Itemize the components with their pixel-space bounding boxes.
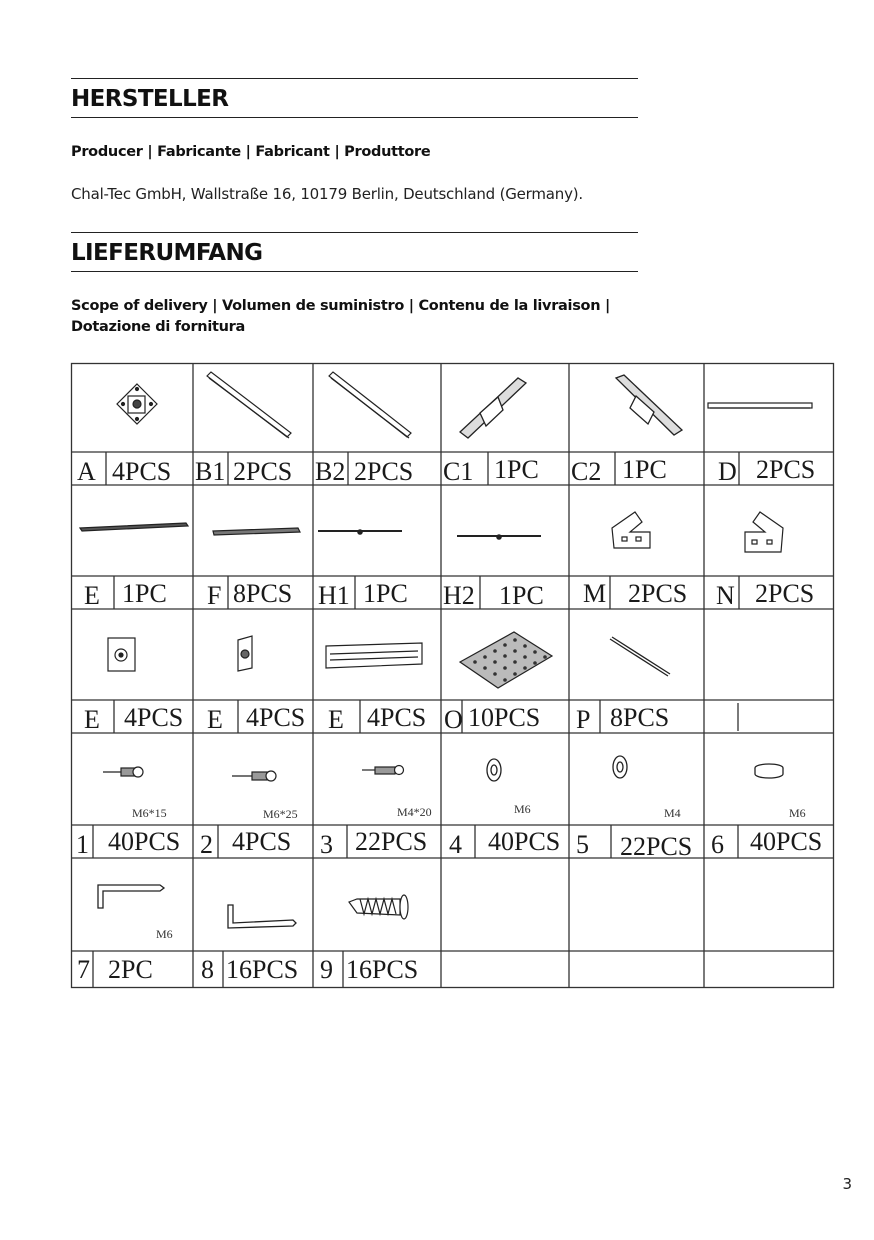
part-qty: 1PC bbox=[494, 455, 539, 484]
part-qty: 2PCS bbox=[354, 457, 414, 486]
part-code: F bbox=[207, 581, 222, 610]
part-qty: 4PCS bbox=[246, 703, 306, 732]
bolt-icon bbox=[103, 767, 143, 777]
part-qty: 1PC bbox=[499, 581, 544, 610]
manufacturer-heading: HERSTELLER bbox=[71, 86, 229, 112]
mount-plate-icon bbox=[238, 636, 252, 671]
part-qty: 22PCS bbox=[620, 832, 693, 861]
part-code: D bbox=[718, 457, 737, 486]
part-qty: 4PCS bbox=[367, 703, 427, 732]
part-qty: 40PCS bbox=[108, 827, 181, 856]
part-qty: 4PCS bbox=[124, 703, 184, 732]
part-qty: 16PCS bbox=[346, 955, 419, 984]
part-code: P bbox=[576, 705, 591, 734]
size-label: M4*20 bbox=[397, 805, 432, 819]
part-qty: 22PCS bbox=[355, 827, 428, 856]
part-code: C2 bbox=[571, 457, 602, 486]
hex-key-icon bbox=[228, 905, 296, 928]
nut-icon bbox=[755, 764, 783, 778]
bolt-icon bbox=[232, 771, 276, 781]
part-code: C1 bbox=[443, 457, 474, 486]
part-qty: 2PCS bbox=[756, 455, 816, 484]
manufacturer-subtitle: Producer | Fabricante | Fabricant | Produttore bbox=[71, 144, 431, 160]
part-code: B1 bbox=[195, 457, 226, 486]
part-qty: 10PCS bbox=[468, 703, 541, 732]
part-code: N bbox=[716, 581, 735, 610]
size-label: M6*15 bbox=[132, 806, 167, 820]
part-code: H1 bbox=[318, 581, 350, 610]
part-code: E bbox=[84, 581, 100, 610]
bracket-icon bbox=[745, 512, 783, 552]
part-code: B2 bbox=[315, 457, 346, 486]
part-code: H2 bbox=[443, 581, 475, 610]
part-code: 8 bbox=[201, 955, 214, 984]
bracket-icon bbox=[612, 512, 650, 548]
part-qty: 2PC bbox=[108, 955, 153, 984]
hex-key-icon bbox=[98, 885, 164, 908]
delivery-heading: LIEFERUMFANG bbox=[71, 240, 263, 266]
part-qty: 4PCS bbox=[232, 827, 292, 856]
washer-icon bbox=[487, 759, 501, 781]
delivery-subtitle-line2: Dotazione di fornitura bbox=[71, 319, 245, 335]
size-label: M6 bbox=[789, 806, 806, 820]
part-qty: 1PC bbox=[363, 579, 408, 608]
part-code: 5 bbox=[576, 830, 589, 859]
manufacturer-address: Chal-Tec GmbH, Wallstraße 16, 10179 Berlin, Deutschland (Germany). bbox=[71, 185, 583, 203]
part-code: 9 bbox=[320, 955, 333, 984]
part-qty: 2PCS bbox=[233, 457, 293, 486]
part-code: A bbox=[77, 457, 96, 486]
part-qty: 16PCS bbox=[226, 955, 299, 984]
part-code: 2 bbox=[200, 830, 213, 859]
ridge-beam-icon bbox=[616, 375, 682, 435]
part-code: E bbox=[84, 705, 100, 734]
rail-icon bbox=[207, 372, 291, 438]
channel-icon bbox=[326, 643, 422, 668]
part-code: M bbox=[583, 579, 607, 608]
part-code: E bbox=[207, 705, 223, 734]
part-qty: 8PCS bbox=[233, 579, 293, 608]
part-code: O bbox=[444, 705, 463, 734]
base-plate-icon bbox=[108, 638, 135, 671]
part-code: 3 bbox=[320, 830, 333, 859]
flat-bar-icon bbox=[708, 403, 812, 408]
part-code: 7 bbox=[77, 955, 90, 984]
part-qty: 1PC bbox=[622, 455, 667, 484]
size-label: M6 bbox=[514, 802, 531, 816]
long-bar-icon bbox=[80, 523, 188, 531]
thin-rod-icon bbox=[457, 535, 541, 539]
thin-rod-icon bbox=[318, 530, 402, 534]
part-qty: 2PCS bbox=[755, 579, 815, 608]
corner-plate-icon bbox=[117, 384, 157, 424]
rail-icon bbox=[329, 372, 411, 438]
short-bar-icon bbox=[213, 528, 300, 535]
size-label: M6*25 bbox=[263, 807, 298, 821]
rod-icon bbox=[610, 637, 670, 676]
ridge-beam-icon bbox=[460, 378, 526, 438]
part-code: 1 bbox=[76, 830, 89, 859]
page-number: 3 bbox=[842, 1175, 852, 1193]
part-qty: 40PCS bbox=[750, 827, 823, 856]
size-label: M6 bbox=[156, 927, 173, 941]
part-code: E bbox=[328, 705, 344, 734]
floor-panel-icon bbox=[460, 632, 552, 688]
part-qty: 4PCS bbox=[112, 457, 172, 486]
part-code: 4 bbox=[449, 830, 462, 859]
part-qty: 40PCS bbox=[488, 827, 561, 856]
part-qty: 1PC bbox=[122, 579, 167, 608]
part-qty: 2PCS bbox=[628, 579, 688, 608]
washer-icon bbox=[613, 756, 627, 778]
screw-icon bbox=[349, 895, 408, 919]
part-qty: 8PCS bbox=[610, 703, 670, 732]
delivery-subtitle-line1: Scope of delivery | Volumen de suministro | Contenu de la livraison | bbox=[71, 298, 610, 314]
bolt-icon bbox=[362, 766, 404, 775]
size-label: M4 bbox=[664, 806, 681, 820]
part-code: 6 bbox=[711, 830, 724, 859]
